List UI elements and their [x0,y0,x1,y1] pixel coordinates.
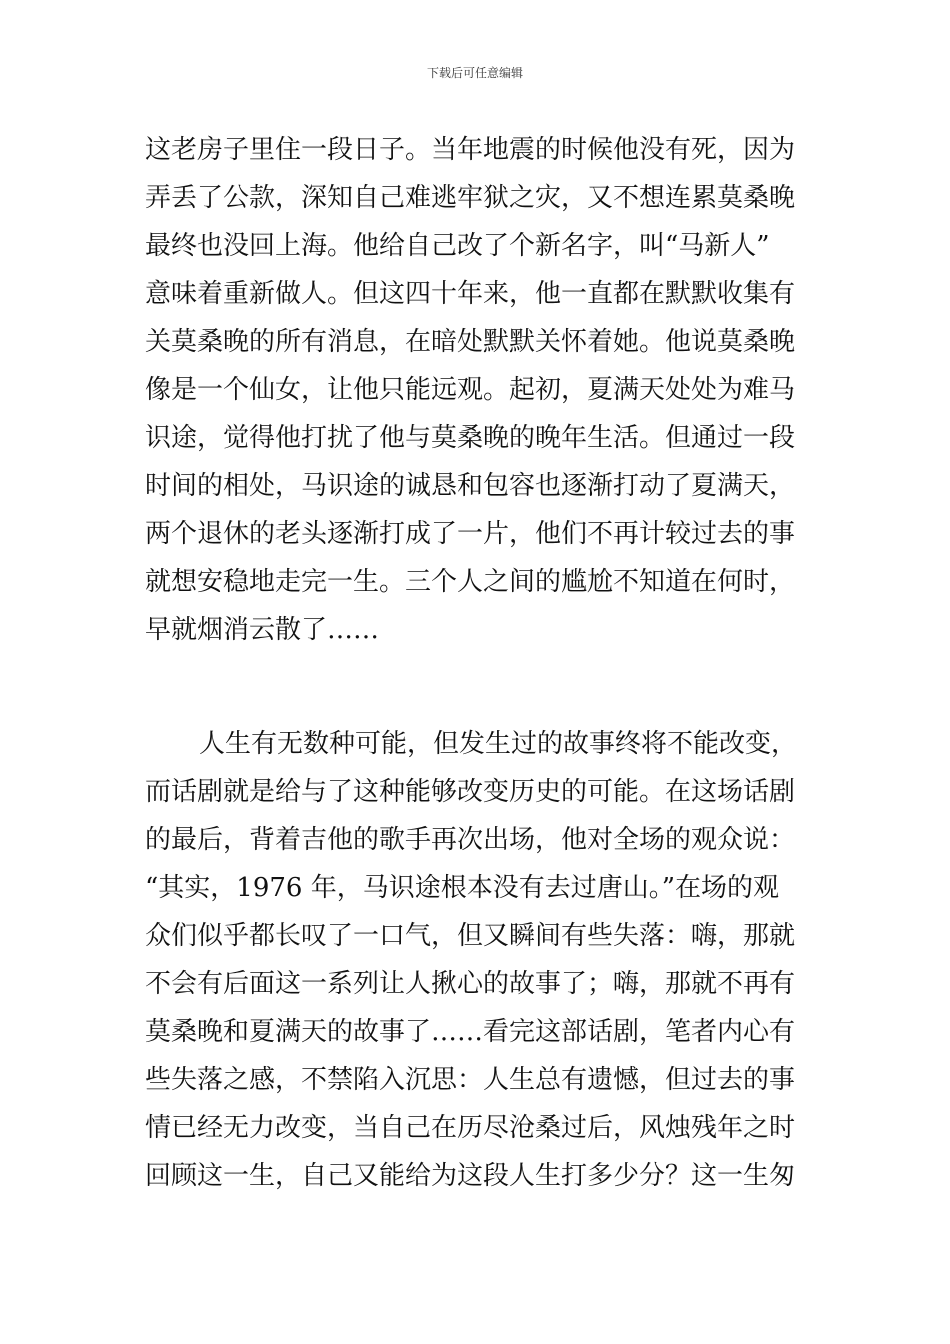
text-line: 识途，觉得他打扰了他与莫桑晚的晚年生活。但通过一段 [145,423,796,453]
paragraph-1 [145,126,815,654]
text-line: “其实，1976 年，马识途根本没有去过唐山。”在场的观 [145,873,780,903]
text-line: 而话剧就是给与了这种能够改变历史的可能。在这场话剧 [145,777,796,807]
text-line: 莫桑晚和夏满天的故事了……看完这部话剧，笔者内心有 [145,1017,796,1047]
text-line: 回顾这一生，自己又能给为这段人生打多少分？这一生匆 [145,1161,796,1191]
text-line: 最终也没回上海。他给自己改了个新名字，叫“马新人” [145,231,770,261]
text-line: 的最后，背着吉他的歌手再次出场，他对全场的观众说： [145,825,796,855]
text-line: 这老房子里住一段日子。当年地震的时候他没有死，因为 [145,135,796,165]
text-line: 两个退休的老头逐渐打成了一片，他们不再计较过去的事 [145,519,796,549]
text-line: 关莫桑晚的所有消息，在暗处默默关怀着她。他说莫桑晚 [145,327,796,357]
text-line: 时间的相处，马识途的诚恳和包容也逐渐打动了夏满天， [145,471,796,501]
text-line: 像是一个仙女，让他只能远观。起初，夏满天处处为难马 [145,375,796,405]
page-header: 下载后可任意编辑 [426,66,523,80]
text-line: 情已经无力改变，当自己在历尽沧桑过后，风烛残年之时 [145,1113,796,1143]
paragraph-2 [145,720,815,1200]
text-line: 人生有无数种可能，但发生过的故事终将不能改变， [199,729,798,759]
text-line: 就想安稳地走完一生。三个人之间的尴尬不知道在何时， [145,567,796,597]
text-line: 弄丢了公款，深知自己难逃牢狱之灾，又不想连累莫桑晚 [145,183,796,213]
text-line: 众们似乎都长叹了一口气，但又瞬间有些失落：嗨，那就 [145,921,796,951]
text-line: 早就烟消云散了…… [145,615,380,645]
text-line: 不会有后面这一系列让人揪心的故事了；嗨，那就不再有 [145,969,796,999]
text-line: 些失落之感，不禁陷入沉思：人生总有遗憾，但过去的事 [145,1065,796,1095]
text-line: 意味着重新做人。但这四十年来，他一直都在默默收集有 [145,279,796,309]
